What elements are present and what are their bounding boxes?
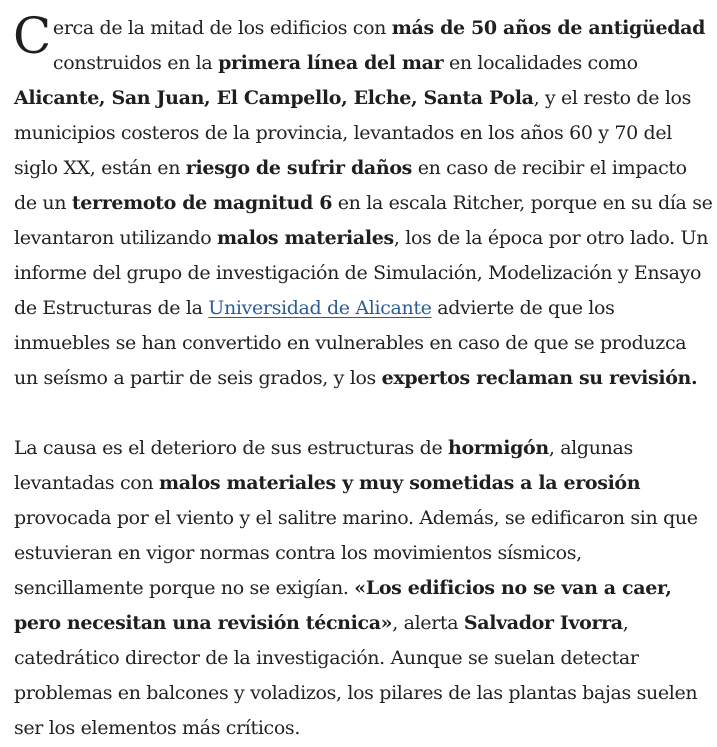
text-run: , catedrático director de la investigación. Aunque se suelan detectar problemas en balcones y voladizos, los pilares de las plantas bajas suelen ser los elementos más críticos. <box>14 612 698 739</box>
bold-phrase: Alicante, San Juan, El Campello, Elche, Santa Pola <box>14 87 534 109</box>
bold-phrase: malos materiales y muy sometidas a la erosión <box>158 472 641 494</box>
text-run: , alerta <box>392 612 464 634</box>
bold-name: Salvador Ivorra <box>463 612 623 634</box>
drop-cap: C <box>13 7 51 65</box>
bold-phrase: más de 50 años de antigüedad <box>391 17 706 39</box>
text-run: en caso de recibir el impacto de un <box>14 157 687 214</box>
bold-phrase: primera línea del mar <box>218 52 444 74</box>
paragraph-2 <box>14 431 714 746</box>
bold-phrase: terremoto de magnitud 6 <box>71 192 333 214</box>
text-run: La causa es el deterioro de sus estructuras de <box>14 437 449 459</box>
text-run: erca de la mitad de los edificios con <box>52 17 392 39</box>
universidad-link[interactable]: Universidad de Alicante <box>208 297 432 319</box>
text-run: construidos en la <box>52 52 219 74</box>
text-run: advierte de que los inmuebles se han convertido en vulnerables en caso de que se produzca un seísmo a partir de seis grados, y los <box>14 297 687 389</box>
text-run: en la escala Ritcher, porque en su día se levantaron utilizando <box>14 192 713 249</box>
bold-phrase: malos materiales <box>217 227 394 249</box>
text-run: en localidades como <box>443 52 638 74</box>
article-body <box>14 0 714 746</box>
text-run: , los de la época por otro lado. Un informe del grupo de investigación de Simulación, Modelización y Ensayo de Estructuras de la <box>14 227 709 319</box>
text-run: , y el resto de los municipios costeros de la provincia, levantados en los años 60 y 70 del siglo XX, están en <box>14 87 692 179</box>
bold-phrase: riesgo de sufrir daños <box>185 157 412 179</box>
bold-phrase: expertos reclaman su revisión. <box>381 367 698 389</box>
text-run: provocada por el viento y el salitre marino. Además, se edificaron sin que estuvieran en vigor normas contra los movimientos sísmicos, sencillamente porque no se exigían. <box>14 507 698 599</box>
bold-phrase: hormigón <box>448 437 549 459</box>
bold-quote: «Los edificios no se van a caer, pero necesitan una revisión técnica» <box>14 577 672 634</box>
text-run: , algunas levantadas con <box>14 437 633 494</box>
paragraph-1 <box>13 7 714 396</box>
